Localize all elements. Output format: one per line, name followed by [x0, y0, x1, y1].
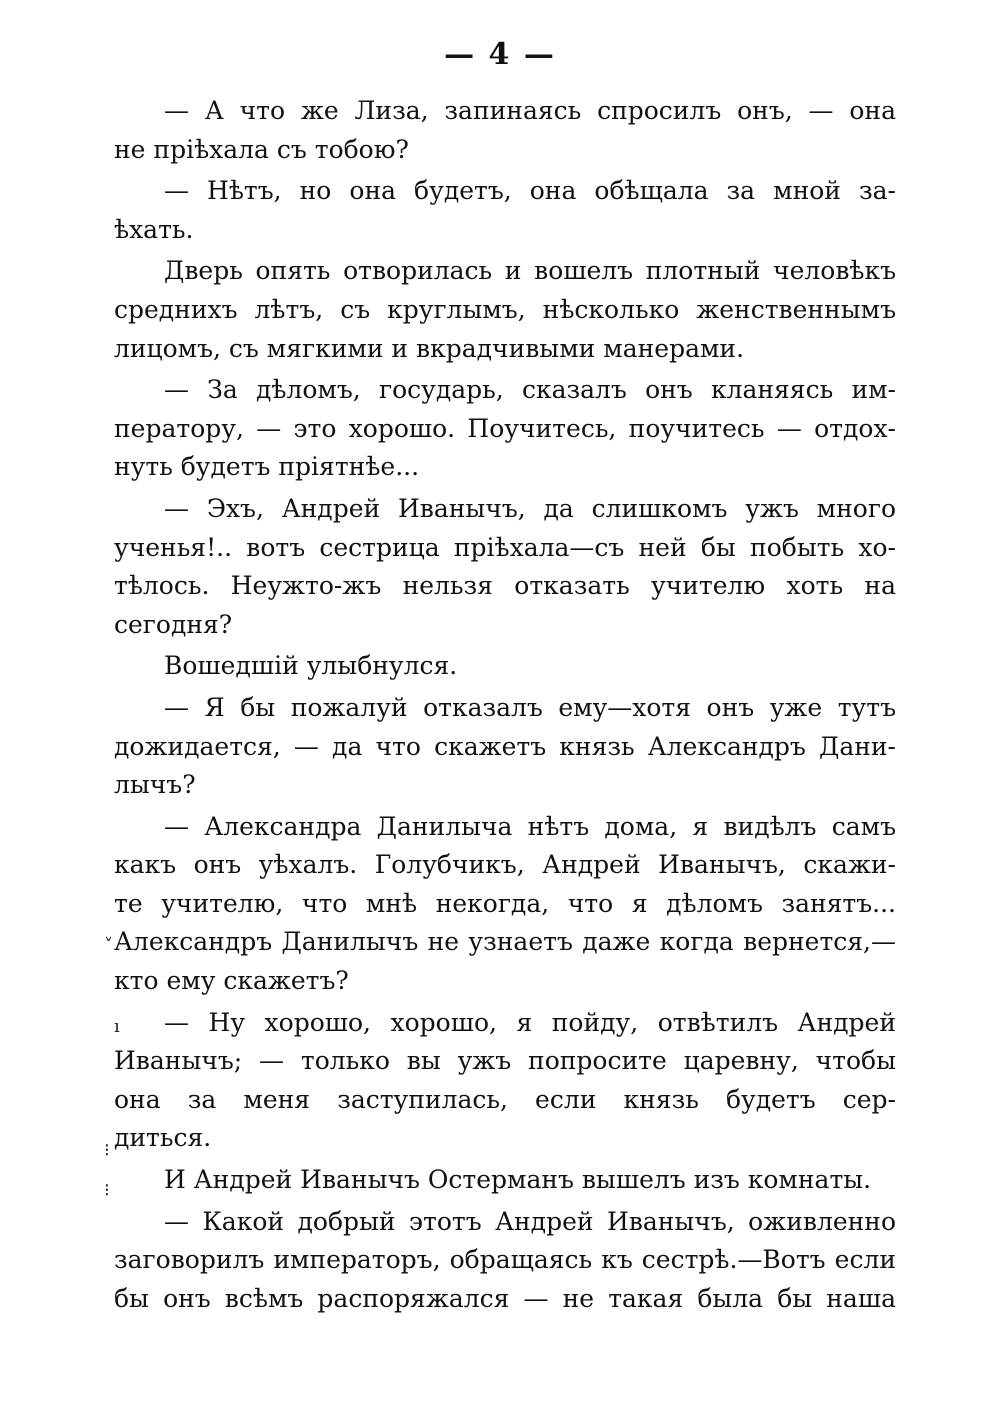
text-line: — За дѣломъ, государь, сказалъ онъ кланяясь им- — [164, 375, 896, 405]
text-line: не пріѣхала съ тобою? — [114, 134, 409, 164]
text-line: лицомъ, съ мягкими и вкрадчивыми манерами. — [114, 333, 745, 363]
text-line: Вошедшій улыбнулся. — [164, 651, 458, 681]
text-line: дожидается, — да что скажетъ князь Александръ Дани- — [114, 731, 896, 761]
text-line: — Какой добрый этотъ Андрей Иванычъ, оживленно — [164, 1206, 896, 1236]
text-line: какъ онъ уѣхалъ. Голубчикъ, Андрей Иванычъ, скажи- — [114, 850, 896, 880]
text-line: — Эхъ, Андрей Иванычъ, да слишкомъ ужъ много — [164, 493, 896, 523]
margin-mark: ˅ — [104, 935, 113, 956]
text-line: лычъ? — [114, 770, 196, 800]
text-line: кто ему скажетъ? — [114, 966, 349, 996]
text-line: — Нѣтъ, но она будетъ, она обѣщала за мной за- — [164, 176, 896, 206]
text-line: она за меня заступилась, если князь будетъ сер- — [114, 1084, 896, 1114]
text-line: нуть будетъ пріятнѣе... — [114, 452, 420, 482]
page-text-block — [114, 92, 896, 1318]
text-line: ученья!.. вотъ сестрица пріѣхала—съ ней бы побыть хо- — [114, 532, 896, 562]
text-line: сегодня? — [114, 609, 233, 639]
page-number-header: — 4 — — [444, 36, 556, 72]
text-line: среднихъ лѣтъ, съ круглымъ, нѣсколько женственнымъ — [114, 294, 896, 324]
text-line: ператору, — это хорошо. Поучитесь, поучитесь — отдох- — [114, 413, 896, 443]
text-line: те учителю, что мнѣ некогда, что я дѣломъ занятъ... — [114, 888, 896, 918]
text-line: — Я бы пожалуй отказалъ ему—хотя онъ уже тутъ — [164, 692, 896, 722]
text-line: тѣлось. Неужто-жъ нельзя отказать учителю хоть на — [114, 571, 896, 601]
text-line: — Ну хорошо, хорошо, я пойду, отвѣтилъ Андрей — [164, 1007, 896, 1037]
text-line: Иванычъ; — только вы ужъ попросите царевну, чтобы — [114, 1046, 896, 1076]
text-line: Александръ Данилычъ не узнаетъ даже когда вернется,— — [114, 927, 896, 957]
text-line: И Андрей Иванычъ Остерманъ вышелъ изъ комнаты. — [164, 1165, 872, 1195]
text-line: бы онъ всѣмъ распоряжался — не такая была бы наша — [114, 1283, 896, 1313]
margin-mark: ı — [114, 1016, 120, 1037]
margin-mark: ⁝ — [104, 1180, 110, 1201]
text-line: ѣхать. — [114, 214, 194, 244]
text-line: Дверь опять отворилась и вошелъ плотный человѣкъ — [164, 256, 896, 286]
text-line: диться. — [114, 1123, 212, 1153]
margin-mark: ⁝ — [104, 1140, 110, 1161]
text-line: — Александра Данилыча нѣтъ дома, я видѣлъ самъ — [164, 811, 896, 841]
text-line: заговорилъ императоръ, обращаясь къ сестрѣ.—Вотъ если — [114, 1245, 896, 1275]
text-line: — А что же Лиза, запинаясь спросилъ онъ, — она — [164, 96, 896, 125]
